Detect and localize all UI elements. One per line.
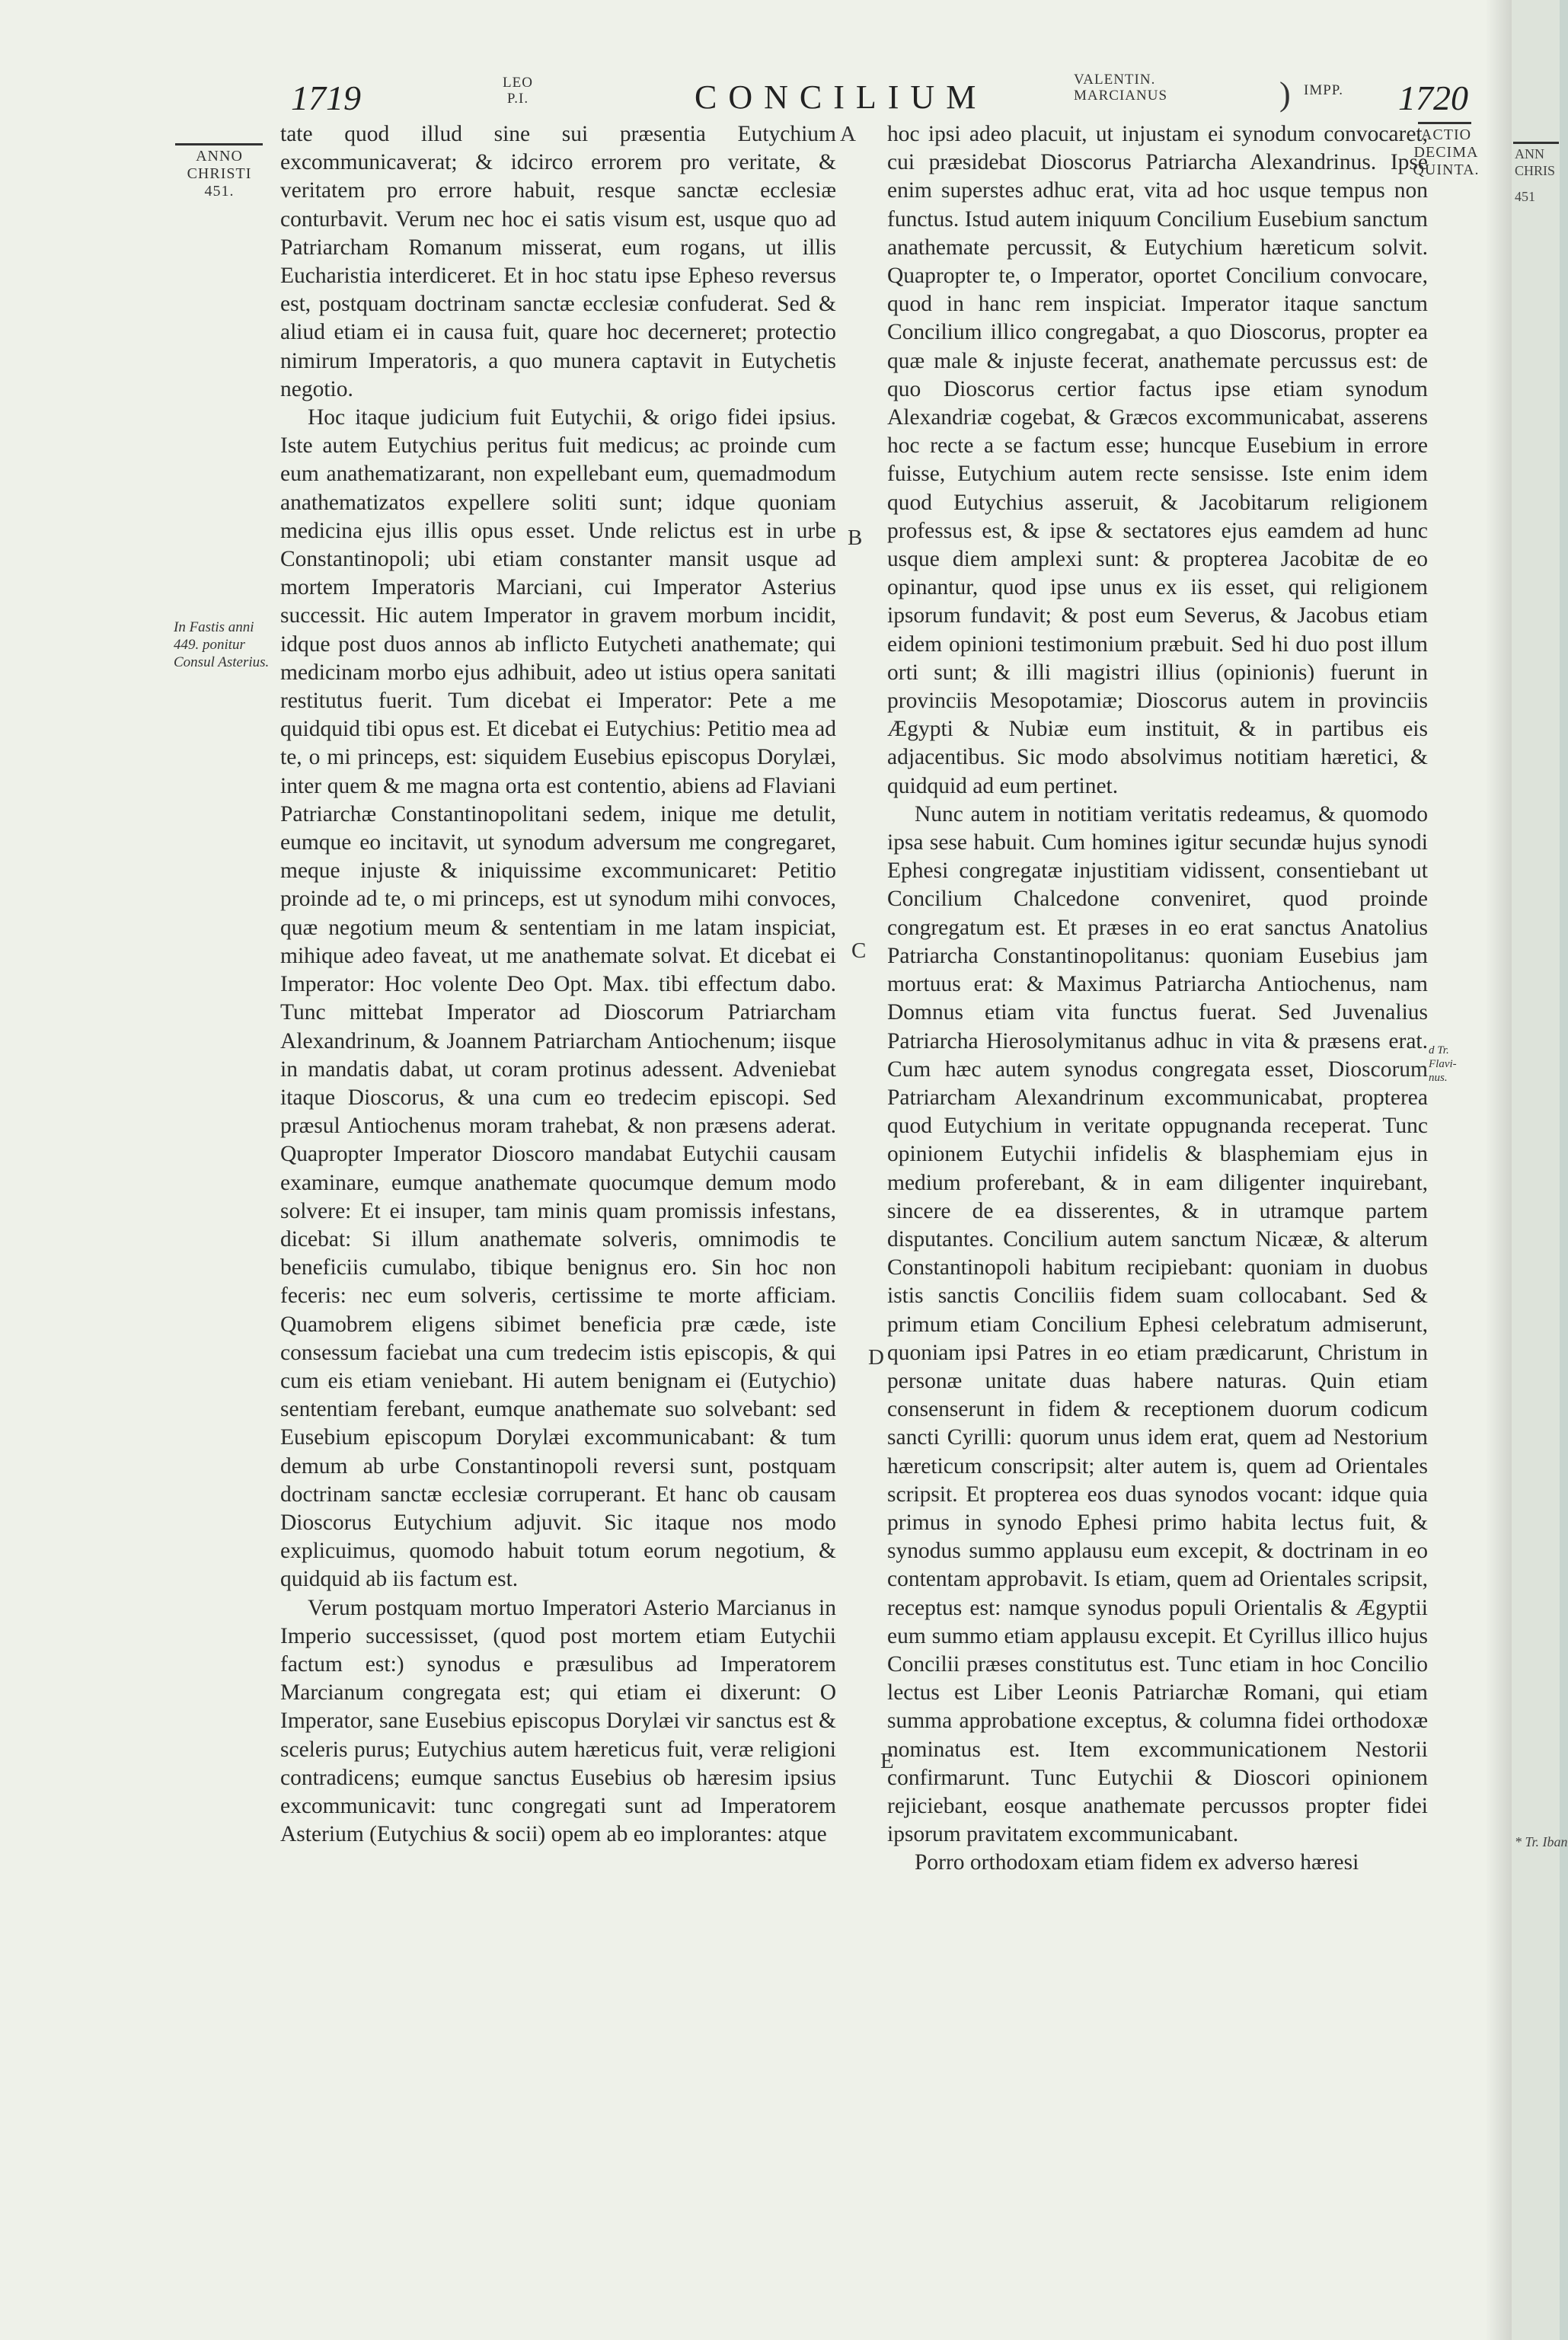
right-paragraph: hoc ipsi adeo placuit, ut injustam ei synodum convocaret, cui præsidebat Dioscorus Patriarcha Alexandrinus. Ipse enim superstes adhuc erat, vita ad hoc usque tempus non functus. Istud autem iniquum Concilium Eusebium sanctum anathemate percussit, & Eutychium hæreticum solvit. Quapropter te, o Imperator, oportet Concilium convocare, quod in hanc rem inspiciat. Imperator itaque sanctum Concilium illico congregabat, a quo Dioscorus, propter ea quæ male & injuste fecerat, anathemate percussus est: de quo Dioscorus certior factus ipse etiam synodum Alexandriæ cogebat, & Græcos excommunicabat, asserens hoc recte a se factum esse; huncque Eusebium in errore fuisse, Eutychium autem recte sensisse. Iste enim idem quod Eutychius asseruit, & Jacobitarum religionem professus est, & ipse & sectatores ejus eamdem ad hunc usque diem amplexi sunt: & propterea Jacobitæ de eo opinantur, quod ipse unus ex iis esset, qui religionem ipsorum fundavit; & post eum Severus, & Jacobus etiam eidem opinioni testimonium præbuit. Sed hi duo post illum orti sunt; & illi magistri illius (opinionis) fuerunt in provinciis Mesopotamiæ; Dioscorus autem in provinciis Ægypti & Nubiæ eum instituit, & in partibus eis adjacentibus. Sic modo absolvimus notitiam hæretici, & quidquid ad eum pertinet.: [887, 122, 1428, 798]
page-number-left: 1719: [291, 78, 361, 117]
leo-sub: P.I.: [506, 91, 529, 107]
next-page-rule: [1513, 142, 1559, 144]
next-christi: CHRIS: [1515, 163, 1556, 178]
christi-label: CHRISTI: [187, 165, 252, 182]
left-paragraph: Verum postquam mortuo Imperatori Asterio Marcianus in Imperio successisset, (quod post mortem etiam Eutychii factum est:) synodus e præsulibus ad Imperatorem Marcianum congregata est; qui etiam ei dixerunt: O Imperator, sane Eusebius episcopus Dorylæi vir sanctus est & sceleris purus; Eutychius autem hæreticus fuit, veræ religioni contradicens; eumque sanctus Eusebius ob hæresim ipsius excommunicavit: tunc congregati sunt ad Imperatorem Asterium (Eutychius & socii) opem ab eo implorantes: atque: [280, 1595, 836, 1847]
section-letter-e: E: [880, 1749, 894, 1773]
section-letter-c: C: [851, 938, 867, 963]
emperors-marker: [1074, 72, 1167, 104]
running-title: CONCILIUM: [695, 78, 988, 116]
next-anno: ANN: [1515, 146, 1544, 161]
right-paragraph: Porro orthodoxam etiam fidem ex adverso hæresi: [915, 1850, 1359, 1875]
left-paragraph: tate quod illud sine sui præsentia Eutychium excommunicaverat; & idcirco errorem pro veritate, & veritatem pro errore habuit, resque sanctæ ecclesiæ conturbavit. Verum nec hoc ei satis visum est, usque quo ad Patriarcham Romanum misserat, eum rogans, ut illis Eucharistia interdiceret. Et in hoc statu ipse Epheso reversus est, postquam doctrinam sanctæ ecclesiæ confuderat. Sed & aliud etiam ei in causa fuit, quare hoc decerneret; protectio nimirum Imperatoris, a quo munera captavit in Eutychetis negotio.: [280, 122, 836, 401]
next-page-edge: [1512, 0, 1568, 2340]
page-fold-shadow: [1485, 0, 1512, 2340]
leo-label: LEO: [503, 75, 533, 91]
right-paragraph: Nunc autem in notitiam veritatis redeamus, & quomodo ipsa sese habuit. Cum homines igitur secundæ hujus synodi Ephesi congregatæ injustitiam vidissent, consentiebant ut Concilium Chalcedone conveniret, quod proinde congregatum est. Et præses in eo erat sanctus Anatolius Patriarcha Constantinopolitanus: quoniam Eusebius jam mortuus erat: & Maximus Patriarcha Antiochenus, nam Domnus etiam vita functus fuerat. Sed Juvenalius Patriarcha Hierosolymitanus adhuc in vita & præsens erat. Cum hæc autem synodus congregata esset, Dioscorum Patriarcham Alexandrinum excommunicabat, propterea quod Eutychium in veritate oppugnanda receperat. Tunc opinionem Eutychii infidelis & blasphemiam ejus in medium proferebant, & in eam diligenter inquirebant, sincere de ea disserentes, & in utramque partem disputantes. Concilium autem sanctum Nicææ, & alterum Constantinopoli habitum recipiebant: quoniam in duobus istis sanctis Conciliis fidem suam collocabant. Sed & primum etiam Concilium Ephesi celebratum admiserunt, quoniam ipsi Patres in eo etiam prædicarunt, Christum in personæ unitate duas habere naturas. Quin etiam consenserunt in fidem & receptionem duorum codicum sancti Cyrilli: quorum unus idem erat, quem ad Nestorium hæreticum conscripsit; alter autem is, quem ad Orientales scripsit. Et propterea eos duas synodos vocant: idque quia primus in synodo Ephesi primo habita lectus fuit, & synodus summo applausu eum excepit, & doctrinam in eo contentam approbavit. Is etiam, quem ad Orientales scripsit, receptus est: namque synodus populi Orientalis & Ægyptii eum summo etiam applausu excepit. Et Cyrillus illico hujus Concilii præses constitutus est. Tunc etiam in hoc Concilio lectus est Liber Leonis Patriarchæ Romani, qui etiam summa approbatione exceptus, & columna fidei orthodoxæ nominatus est. Item excommunicationem Nestorii confirmarunt. Tunc Eutychii & Dioscori opinionem rejiciebant, eosque anathemate percussos propter fidei ipsorum pravitatem excommunicabant.: [887, 801, 1428, 1847]
emperor-marcianus: MARCIANUS: [1074, 88, 1168, 104]
section-letter-a: A: [840, 122, 856, 146]
year-label: 451.: [204, 183, 235, 200]
quinta-label: QUINTA.: [1413, 161, 1480, 178]
left-text-column: [280, 120, 836, 1849]
left-margin-rule: [175, 143, 263, 145]
section-letter-b: B: [848, 526, 863, 550]
anno-label: ANNO: [196, 148, 243, 165]
section-letter-d: D: [868, 1345, 884, 1370]
imperatores-label: IMPP.: [1304, 82, 1343, 98]
left-margin-year: [174, 148, 265, 200]
next-year: 451: [1515, 189, 1535, 204]
margin-note-flavianus: d Tr. Flavi-nus.: [1429, 1044, 1457, 1084]
page-number-right: 1720: [1398, 78, 1468, 117]
decima-label: DECIMA: [1413, 144, 1479, 161]
next-note: * Tr. Iban: [1515, 1834, 1568, 1849]
page-header: [0, 70, 1512, 123]
emperor-valentinian: VALENTIN.: [1074, 72, 1156, 88]
brace-glyph: ): [1279, 75, 1291, 113]
actio-label: ACTIO: [1420, 126, 1472, 143]
right-text-column: [887, 120, 1428, 1878]
leo-marker: [503, 75, 533, 107]
margin-note-fasti: In Fastis anni 449. ponitur Consul Asterius.: [174, 619, 270, 670]
left-paragraph: Hoc itaque judicium fuit Eutychii, & origo fidei ipsius. Iste autem Eutychius peritus fuit medicus; ac proinde cum eum anathematizarant, non expellebant eum, quemadmodum anathematizatos expellere soliti sunt; idque quoniam medicina ejus illis opus esset. Unde relictus est in urbe Constantinopoli; ubi etiam constanter mansit usque ad mortem Imperatoris Marciani, cui Imperator Asterius successit. Hic autem Imperator in gravem morbum incidit, idque post duos annos ab inflicto Eutycheti anathemate; qui medicinam morbo ejus adhibuit, adeo ut istius opera sanitati restitutus fuerit. Tum dicebat ei Imperator: Pete a me quidquid tibi opus est. Et dicebat ei Eutychius: Petitio mea ad te, o mi princeps, est: siquidem Eusebius episcopus Dorylæi, inter quem & me magna orta est contentio, abiens ad Flaviani Patriarchæ Constantinopolitani sedem, inique me detulit, eumque eo incitavit, ut synodum adversum me congregaret, meque injuste & iniquissime excommunicaret: Petitio proinde ad te, o mi princeps, est ut synodum mihi convoces, quæ negotium meum & sententiam in me latam inspiciat, mihique adeo faveat, ut me anathemate solvat. Et dicebat ei Imperator: Hoc volente Deo Opt. Max. tibi effectum dabo. Tunc mittebat Imperator ad Dioscorum Patriarcham Alexandrinum, & Joannem Patriarcham Antiochenum; iisque in mandatis dabat, ut coram protinus adessent. Adveniebat itaque Dioscorus, & una cum eo tredecim episcopi. Sed præsul Antiochenus moram trahebat, & non præsens aderat. Quapropter Imperator Dioscoro mandabat Eutychii causam examinare, eumque anathemate quocumque demum modo solvere: Et ei insuper, tam minis quam promissis infestans, dicebat: Si illum anathemate solveris, omnimodis te beneficiis cumulabo, tibique benignus ero. Sin hoc non feceris: nec eum solveris, certissime te morte afficiam. Quamobrem eligens sibimet beneficia præ cæde, iste consessum faciebat una cum tredecim istis episcopis, & qui cum eis etiam veniebant. Hi autem benignam ei (Eutychio) sententiam ferebant, eumque anathemate suo solvebant: sed Eusebium episcopum Dorylæi excommunicabant: & tum demum ab urbe Constantinopoli reversi sunt, postquam doctrinam sanctæ ecclesiæ corruperant. Et hanc ob causam Dioscorus Eutychium adjuvit. Sic itaque nos modo explicuimus, quomodo habuit totum eorum negotium, & quidquid ab iis factum est.: [280, 405, 836, 1592]
